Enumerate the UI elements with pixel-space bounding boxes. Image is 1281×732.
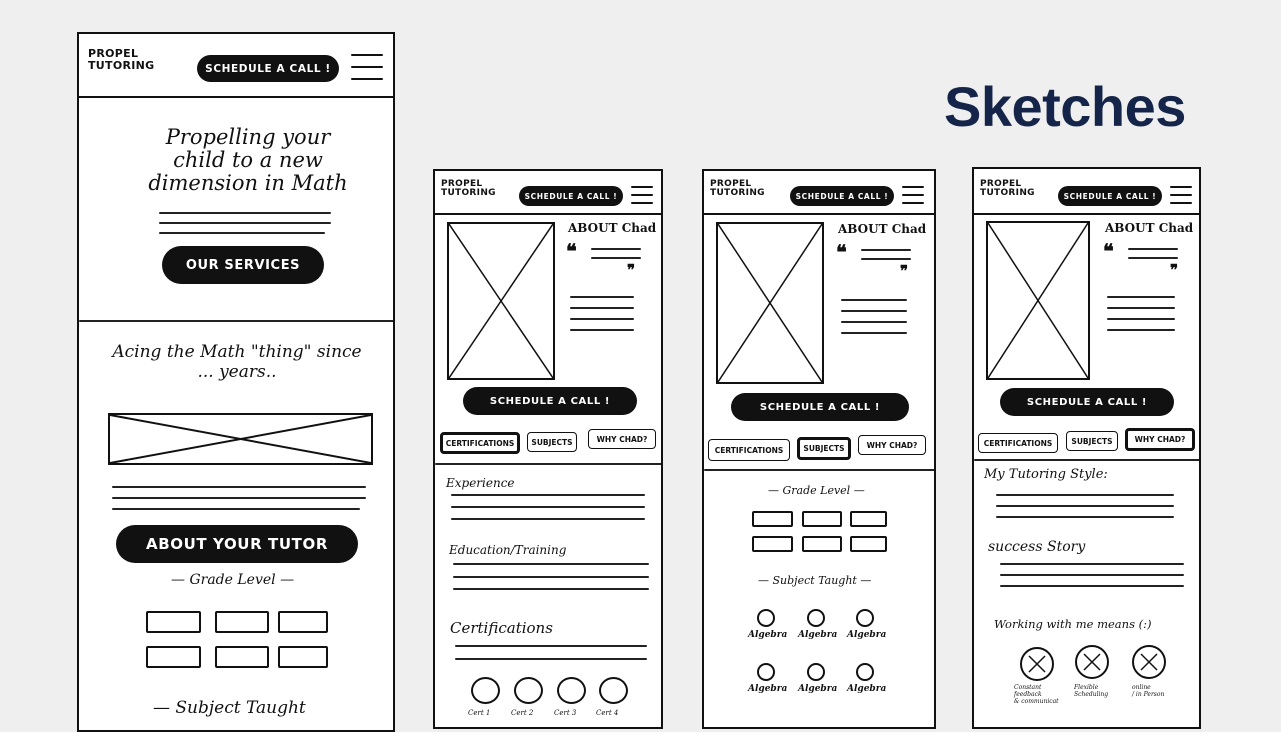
benefit-label: Constant feedback & communicat xyxy=(1014,684,1059,705)
menu-icon[interactable] xyxy=(351,54,383,80)
section-divider xyxy=(704,469,936,471)
schedule-call-button[interactable]: SCHEDULE A CALL ! xyxy=(1058,186,1162,206)
plus-icon xyxy=(757,609,775,627)
grade-box[interactable] xyxy=(802,536,842,552)
grade-box[interactable] xyxy=(850,511,887,527)
tab-why-chad[interactable]: WHY CHAD? xyxy=(858,435,926,455)
text-line xyxy=(861,249,911,251)
working-with-me-label: Working with me means (:) xyxy=(994,617,1152,631)
plus-icon xyxy=(856,663,874,681)
about-tutor-button[interactable]: ABOUT YOUR TUTOR xyxy=(116,525,358,563)
experience-label: Experience xyxy=(446,476,515,490)
plus-icon xyxy=(807,663,825,681)
cert-label: Cert 3 xyxy=(554,709,577,717)
x-circle-icon xyxy=(1075,645,1109,679)
subject-taught-label: — Subject Taught xyxy=(153,698,306,718)
grade-box[interactable] xyxy=(802,511,842,527)
menu-icon[interactable] xyxy=(631,186,653,204)
text-line xyxy=(861,258,911,260)
text-line xyxy=(455,645,647,647)
text-line xyxy=(570,307,634,309)
open-quote-icon: ❝ xyxy=(1103,239,1114,263)
tab-why-chad[interactable]: WHY CHAD? xyxy=(588,429,656,449)
subject-label: Algebra xyxy=(798,684,838,694)
open-quote-icon: ❝ xyxy=(836,240,847,264)
cert-badge-icon xyxy=(599,677,628,704)
text-line xyxy=(455,658,647,660)
certifications-label: Certifications xyxy=(450,619,553,637)
subject-label: Algebra xyxy=(847,630,887,640)
tutor-photo-placeholder xyxy=(716,222,824,384)
text-line xyxy=(1107,329,1175,331)
open-quote-icon: ❝ xyxy=(566,239,577,263)
grade-box[interactable] xyxy=(278,611,328,633)
text-line xyxy=(996,516,1174,518)
text-line xyxy=(112,486,366,488)
success-story-label: success Story xyxy=(988,539,1086,555)
plus-icon xyxy=(856,609,874,627)
subject-label: Algebra xyxy=(748,630,788,640)
text-line xyxy=(570,296,634,298)
page-title: Sketches xyxy=(944,75,1186,138)
text-line xyxy=(453,588,649,590)
schedule-call-button[interactable]: SCHEDULE A CALL ! xyxy=(1000,388,1174,416)
cert-label: Cert 1 xyxy=(468,709,491,717)
tutor-photo-placeholder xyxy=(986,221,1090,380)
plus-icon xyxy=(807,609,825,627)
close-quote-icon: ❞ xyxy=(627,261,636,279)
brand-logo: PROPEL TUTORING xyxy=(980,179,1035,199)
text-line xyxy=(841,321,907,323)
about-heading: ABOUT Chad xyxy=(568,221,657,235)
text-line xyxy=(1000,585,1184,587)
subject-label: Algebra xyxy=(847,684,887,694)
cert-badge-icon xyxy=(514,677,543,704)
tab-why-chad[interactable]: WHY CHAD? xyxy=(1125,428,1195,451)
our-services-button[interactable]: OUR SERVICES xyxy=(162,246,324,284)
grade-box[interactable] xyxy=(215,611,269,633)
schedule-call-button[interactable]: SCHEDULE A CALL ! xyxy=(519,186,623,206)
text-line xyxy=(1107,318,1175,320)
tab-certifications[interactable]: CERTIFICATIONS xyxy=(440,432,520,454)
text-line xyxy=(591,248,641,250)
schedule-call-button[interactable]: SCHEDULE A CALL ! xyxy=(731,393,909,421)
about-heading: ABOUT Chad xyxy=(1105,221,1194,235)
menu-icon[interactable] xyxy=(1170,186,1192,204)
subject-label: Algebra xyxy=(748,684,788,694)
text-line xyxy=(841,332,907,334)
grade-box[interactable] xyxy=(146,611,201,633)
sketch-about-subjects xyxy=(702,169,936,729)
text-line xyxy=(841,299,907,301)
header xyxy=(79,34,393,98)
image-placeholder xyxy=(108,413,373,465)
sketch-about-why-chad xyxy=(972,167,1201,729)
menu-icon[interactable] xyxy=(902,186,924,204)
text-line xyxy=(1107,296,1175,298)
grade-box[interactable] xyxy=(215,646,269,668)
text-line xyxy=(1128,248,1178,250)
section-divider xyxy=(79,320,395,322)
text-line xyxy=(453,576,649,578)
brand-logo: PROPEL TUTORING xyxy=(88,47,155,72)
grade-box[interactable] xyxy=(850,536,887,552)
acing-heading: Acing the Math "thing" since ... years.. xyxy=(112,342,362,383)
text-line xyxy=(1000,563,1184,565)
text-line xyxy=(996,505,1174,507)
text-line xyxy=(1128,257,1178,259)
section-divider xyxy=(974,459,1201,461)
grade-box[interactable] xyxy=(278,646,328,668)
text-line xyxy=(159,232,325,234)
header xyxy=(704,171,934,215)
subject-taught-label: — Subject Taught — xyxy=(758,574,872,587)
grade-box[interactable] xyxy=(752,511,793,527)
close-quote-icon: ❞ xyxy=(1170,261,1179,279)
sketch-homepage-mobile xyxy=(77,32,395,732)
brand-logo: PROPEL TUTORING xyxy=(710,179,765,199)
subject-label: Algebra xyxy=(798,630,838,640)
text-line xyxy=(112,508,360,510)
hero-headline: Propelling your child to a new dimension in Math xyxy=(148,125,348,196)
grade-box[interactable] xyxy=(752,536,793,552)
grade-level-label: — Grade Level — xyxy=(768,484,865,497)
tab-certifications[interactable]: CERTIFICATIONS xyxy=(978,433,1058,453)
cert-badge-icon xyxy=(471,677,500,704)
grade-level-label: — Grade Level — xyxy=(171,572,295,588)
header xyxy=(435,171,661,215)
cert-label: Cert 4 xyxy=(596,709,619,717)
text-line xyxy=(570,329,634,331)
x-circle-icon xyxy=(1020,647,1054,681)
x-circle-icon xyxy=(1132,645,1166,679)
text-line xyxy=(1000,574,1184,576)
text-line xyxy=(112,497,366,499)
cert-label: Cert 2 xyxy=(511,709,534,717)
tab-certifications[interactable]: CERTIFICATIONS xyxy=(708,439,790,461)
tab-subjects[interactable]: SUBJECTS xyxy=(1066,431,1118,451)
text-line xyxy=(159,222,331,224)
education-label: Education/Training xyxy=(449,543,567,557)
close-quote-icon: ❞ xyxy=(900,262,909,280)
text-line xyxy=(996,494,1174,496)
benefit-label: Flexible Scheduling xyxy=(1074,684,1109,698)
text-line xyxy=(451,506,645,508)
text-line xyxy=(841,310,907,312)
brand-logo: PROPEL TUTORING xyxy=(441,179,496,199)
plus-icon xyxy=(757,663,775,681)
schedule-call-button[interactable]: SCHEDULE A CALL ! xyxy=(463,387,637,415)
text-line xyxy=(1107,307,1175,309)
schedule-call-button[interactable]: SCHEDULE A CALL ! xyxy=(790,186,894,206)
grade-box[interactable] xyxy=(146,646,201,668)
tutoring-style-label: My Tutoring Style: xyxy=(984,467,1108,482)
text-line xyxy=(591,257,641,259)
text-line xyxy=(570,318,634,320)
tutor-photo-placeholder xyxy=(447,222,555,380)
about-heading: ABOUT Chad xyxy=(838,222,927,236)
text-line xyxy=(451,494,645,496)
sketch-about-certifications xyxy=(433,169,663,729)
text-line xyxy=(451,518,645,520)
tab-subjects[interactable]: SUBJECTS xyxy=(797,437,851,460)
benefit-label: online / in Person xyxy=(1132,684,1165,698)
header xyxy=(974,169,1199,215)
section-divider xyxy=(435,463,663,465)
text-line xyxy=(159,212,331,214)
schedule-call-button[interactable]: SCHEDULE A CALL ! xyxy=(197,55,339,82)
text-line xyxy=(453,563,649,565)
tab-subjects[interactable]: SUBJECTS xyxy=(527,432,577,452)
cert-badge-icon xyxy=(557,677,586,704)
